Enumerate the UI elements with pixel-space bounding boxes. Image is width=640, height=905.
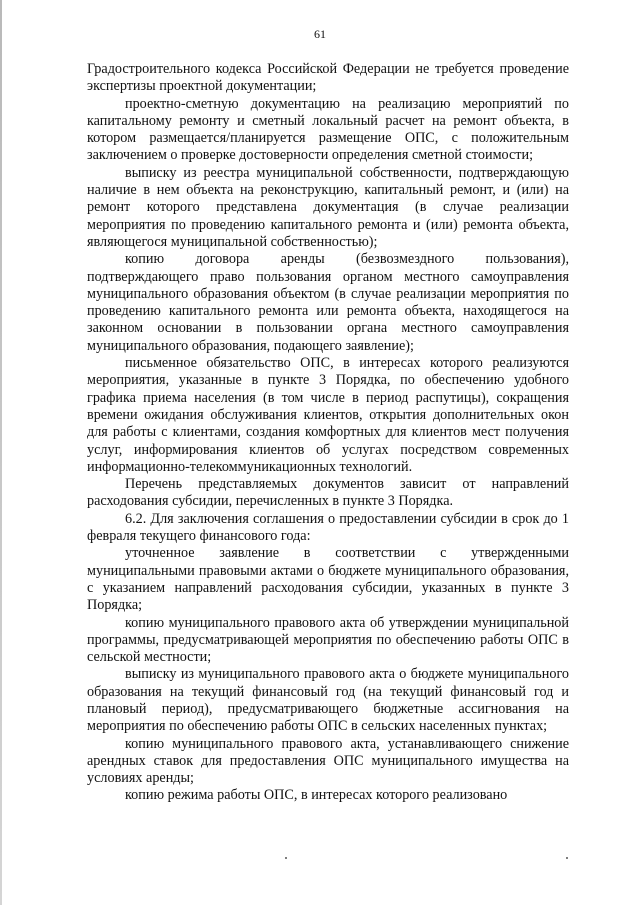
paragraph: выписку из муниципального правового акта о бюджете муниципального образования на текущий финансовый год (на текущий финансовый год и плановый период), предусматривающего бюджетные ассигнования на мероприятия по обеспечению работы ОПС в сельских населенных пунктах; xyxy=(87,666,569,735)
page-number: 61 xyxy=(314,27,326,41)
paragraph: уточненное заявление в соответствии с утвержденными муниципальными правовыми актами о бюджете муниципального образования, с указанием направлений расходования субсидии, указанных в пункте 3 Порядка; xyxy=(87,545,569,614)
scan-speck xyxy=(566,857,568,859)
paragraph: Градостроительного кодекса Российской Федерации не требуется проведение экспертизы проектной документации; xyxy=(87,61,569,95)
paragraph: копию договора аренды (безвозмездного пользования), подтверждающего право пользования органом местного самоуправления муниципального образования объектом (в случае реализации мероприятия по проведению капитального ремонта или ремонта объекта, находящегося на законном основании в пользовании органа местного самоуправления муниципального образования, подающего заявление); xyxy=(87,251,569,354)
paragraph: письменное обязательство ОПС, в интересах которого реализуются мероприятия, указанные в пункте 3 Порядка, по обеспечению удобного графика приема населения (в том числе в период распутицы), сокращения времени ожидания обслуживания клиентов, открытия дополнительных окон для работы с клиентами, создания комфортных для клиентов мест получения услуг, информирования клиентов об услугах посредством современных информационно-телекоммуникационных технологий. xyxy=(87,355,569,475)
paragraph: проектно-сметную документацию на реализацию мероприятий по капитальному ремонту и сметный локальный расчет на ремонт объекта, в котором размещается/планируется размещение ОПС, с положительным заключением о проверке достоверности определения сметной стоимости; xyxy=(87,95,569,164)
paragraph: 6.2. Для заключения соглашения о предоставлении субсидии в срок до 1 февраля текущего финансового года: xyxy=(87,510,569,545)
paragraph: Перечень представляемых документов зависит от направлений расходования субсидии, перечисленных в пункте 3 Порядка. xyxy=(87,476,569,510)
document-body xyxy=(87,61,569,805)
scan-edge xyxy=(0,0,2,905)
paragraph: копию муниципального правового акта об утверждении муниципальной программы, предусматривающей мероприятия по обеспечению работы ОПС в сельской местности; xyxy=(87,614,569,666)
scan-speck xyxy=(285,857,287,859)
paragraph: выписку из реестра муниципальной собственности, подтверждающую наличие в нем объекта на реконструкцию, капитальный ремонт, и (или) на ремонт которого представлена документация (в случае реализации мероприятия по проведению капитального ремонта и (или) ремонта объекта, являющегося муниципальной собственностью); xyxy=(87,164,569,250)
paragraph: копию муниципального правового акта, устанавливающего снижение арендных ставок для предоставления ОПС муниципального имущества на условиях аренды; xyxy=(87,735,569,787)
paragraph: копию режима работы ОПС, в интересах которого реализовано xyxy=(125,787,508,804)
